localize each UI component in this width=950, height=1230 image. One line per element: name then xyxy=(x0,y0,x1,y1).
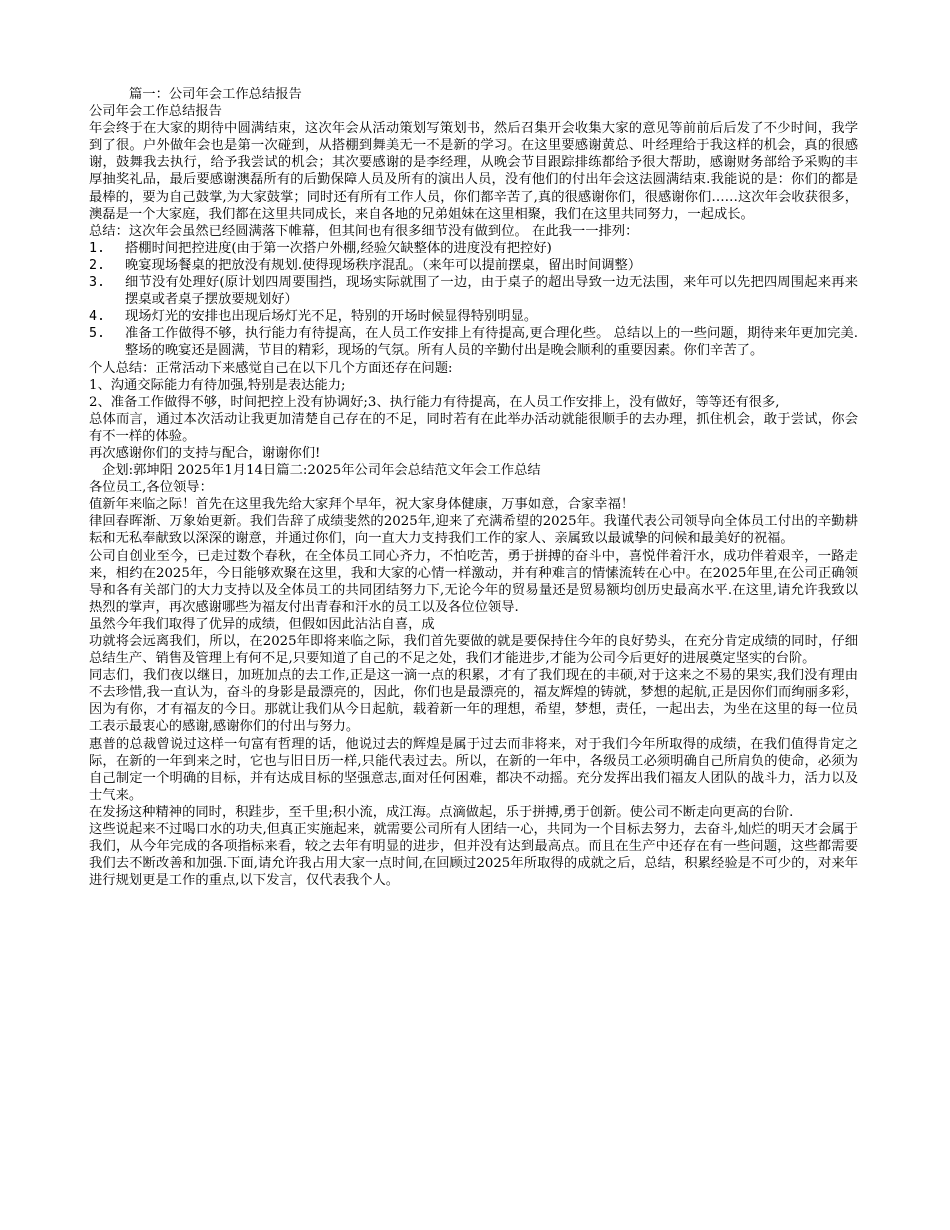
list-item xyxy=(89,274,858,308)
paragraph: 值新年来临之际！首先在这里我先给大家拜个早年，祝大家身体健康，万事如意，合家幸福！ xyxy=(89,497,635,513)
list-text: 晚宴现场餐桌的把放没有规划.使得现场秩序混乱。（来年可以提前摆桌，留出时间调整） xyxy=(125,257,642,273)
list-item xyxy=(89,325,858,359)
summary-intro: 总结：这次年会虽然已经圆满落下帷幕，但其间也有很多细节没有做到位。 在此我一一排列： xyxy=(89,223,639,239)
list-text: 现场灯光的安排也出现后场灯光不足，特别的开场时候显得特别明显。 xyxy=(125,309,538,325)
paragraph: 公司自创业至今，已走过数个春秋，在全体员工同心齐力，不怕吃苦，勇于拼搏的奋斗中，喜悦伴着汗水，成功伴着艰辛，一路走来，相约在2025年，今日能够欢聚在这里，我和大家的心情一样激动，并有种难言的情愫流转在心中。在2025年里,在公司正确领导和各有关部门的大力支持以及全体员工的共同团结努力下,无论今年的贸易量还是贸易额均创历史最高水平.在这里,请允许我致以热烈的掌声，再次感谢哪些为福友付出青春和汗水的员工以及各位位领导. xyxy=(89,548,858,615)
paragraph: 律回春晖渐、万象始更新。我们告辞了成绩斐然的2025年,迎来了充满希望的2025年。我谨代表公司领导向全体员工付出的辛勤耕耘和无私奉献致以深深的谢意，并通过你们，向一直大力支持我们工作的家人、亲属致以最诚挚的问候和最美好的祝福。 xyxy=(89,514,858,547)
personal-point-1: 1、沟通交际能力有待加强,特别是表达能力; xyxy=(89,377,346,393)
list-number: 5. xyxy=(89,326,106,342)
signature-line: 企划:郭坤阳 2025年1月14日篇二:2025年公司年会总结范文年会工作总结 xyxy=(102,463,541,479)
paragraph: 功就将会远离我们，所以，在2025年即将来临之际，我们首先要做的就是要保持住今年的良好势头，在充分肯定成绩的同时，仔细总结生产、销售及管理上有何不足,只要知道了自己的不足之处，我们才能进步,才能为公司今后更好的进展奠定坚实的台阶。 xyxy=(89,634,858,667)
thanks-line: 再次感谢你们的支持与配合，谢谢你们! xyxy=(89,445,321,461)
paragraph: 惠普的总裁曾说过这样一句富有哲理的话，他说过去的辉煌是属于过去而非将来，对于我们今年所取得的成绩，在我们值得肯定之际，在新的一年到来之时，它也与旧日历一样,只能代表过去。所以，在新的一年中，各级员工必须明确自己所肩负的使命，必须为自己制定一个明确的目标，并有达成目标的坚强意志,面对任何困难，都决不动摇。充分发挥出我们福友人团队的战斗力，活力以及士气来。 xyxy=(89,736,858,803)
greeting-line: 各位员工,各位领导： xyxy=(89,480,213,496)
personal-summary-intro: 个人总结：正常活动下来感觉自己在以下几个方面还存在问题: xyxy=(89,360,453,376)
list-item xyxy=(89,308,858,325)
list-number: 4. xyxy=(89,309,106,325)
list-item xyxy=(89,257,858,274)
list-item xyxy=(89,240,858,257)
paragraph: 虽然今年我们取得了优异的成绩，但假如因此沾沾自喜，成 xyxy=(89,616,435,632)
paragraph: 同志们，我们夜以继日，加班加点的去工作,正是这一滴一点的积累，才有了我们现在的丰硕,对于这来之不易的果实,我们没有理由不去珍惜,我一直认为，奋斗的身影是最漂亮的，因此，你们也是最漂亮的，福友辉煌的铸就，梦想的起航,正是因你们而绚丽多彩，因为有你，才有福友的今日。那就让我们从今日起航，载着新一年的理想，希望，梦想，责任，一起出去，为坐在这里的每一位员工表示最衷心的感谢,感谢你们的付出与努力。 xyxy=(89,668,858,735)
article-heading: 篇一：公司年会工作总结报告 xyxy=(129,87,302,102)
list-number: 1. xyxy=(89,240,106,256)
list-number: 3. xyxy=(89,275,106,291)
list-text: 准备工作做得不够，执行能力有待提高，在人员工作安排上有待提高,更合理化些。 总结以上的一些问题，期待来年更加完美.整场的晚宴还是圆满，节目的精彩，现场的气氛。所有人员的辛勤付出是晚会顺利的重要因素。你们辛苦了。 xyxy=(125,326,858,359)
intro-paragraph: 年会终于在大家的期待中圆满结束，这次年会从活动策划写策划书，然后召集开会收集大家的意见等前前后后发了不少时间，我学到了很。户外做年会也是第一次碰到，从搭棚到舞美无一不是新的学习。在这里要感谢黄总、叶经理给于我这样的机会，真的很感谢，鼓舞我去执行，给予我尝试的机会；其次要感谢的是李经理，从晚会节目跟踪排练都给予很大帮助，感谢财务部给予采购的丰厚抽奖礼品，最后要感谢澳磊所有的后勤保障人员及所有的演出人员，没有他们的付出年会这法圆满结束.我能说的是：你们的都是最棒的，要为自己鼓掌,为大家鼓掌；同时还有所有工作人员，你们都辛苦了,真的很感谢你们，很感谢你们……这次年会收获很多，澳磊是一个大家庭，我们都在这里共同成长，来自各地的兄弟姐妹在这里相聚，我们在这里共同努力，一起成长。 xyxy=(89,121,858,222)
list-number: 2. xyxy=(89,257,106,273)
list-text: 搭棚时间把控进度(由于第一次搭户外棚,经验欠缺整体的进度没有把控好) xyxy=(125,240,552,256)
overall-paragraph: 总体而言，通过本次活动让我更加清楚自己存在的不足，同时若有在此举办活动就能很顺手的去办理，抓住机会，敢于尝试，你会有不一样的体验。 xyxy=(89,411,858,444)
report-title: 公司年会工作总结报告 xyxy=(89,104,222,120)
paragraph: 在发扬这种精神的同时，积跬步，至千里;积小流，成江海。点滴做起，乐于拼搏,勇于创新。使公司不断走向更高的台阶. xyxy=(89,804,794,820)
list-text: 细节没有处理好(原计划四周要围挡，现场实际就围了一边，由于桌子的超出导致一边无法围，来年可以先把四周围起来再来摆桌或者桌子摆放要规划好） xyxy=(125,275,858,308)
personal-point-2: 2、准备工作做得不够，时间把控上没有协调好;3、执行能力有待提高，在人员工作安排上，没有做好，等等还有很多, xyxy=(89,394,780,410)
paragraph: 这些说起来不过喝口水的功夫,但真正实施起来，就需要公司所有人团结一心，共同为一个目标去努力，去奋斗,灿烂的明天才会属于我们，从今年完成的各项指标来看，较之去年有明显的进步，但并没有达到最高点。而且在生产中还存在有一些问题，这些都需要我们去不断改善和加强.下面,请允许我占用大家一点时间,在回顾过2025年所取得的成就之后，总结，积累经验是不可少的，对来年进行规划更是工作的重点,以下发言，仅代表我个人。 xyxy=(89,822,858,889)
